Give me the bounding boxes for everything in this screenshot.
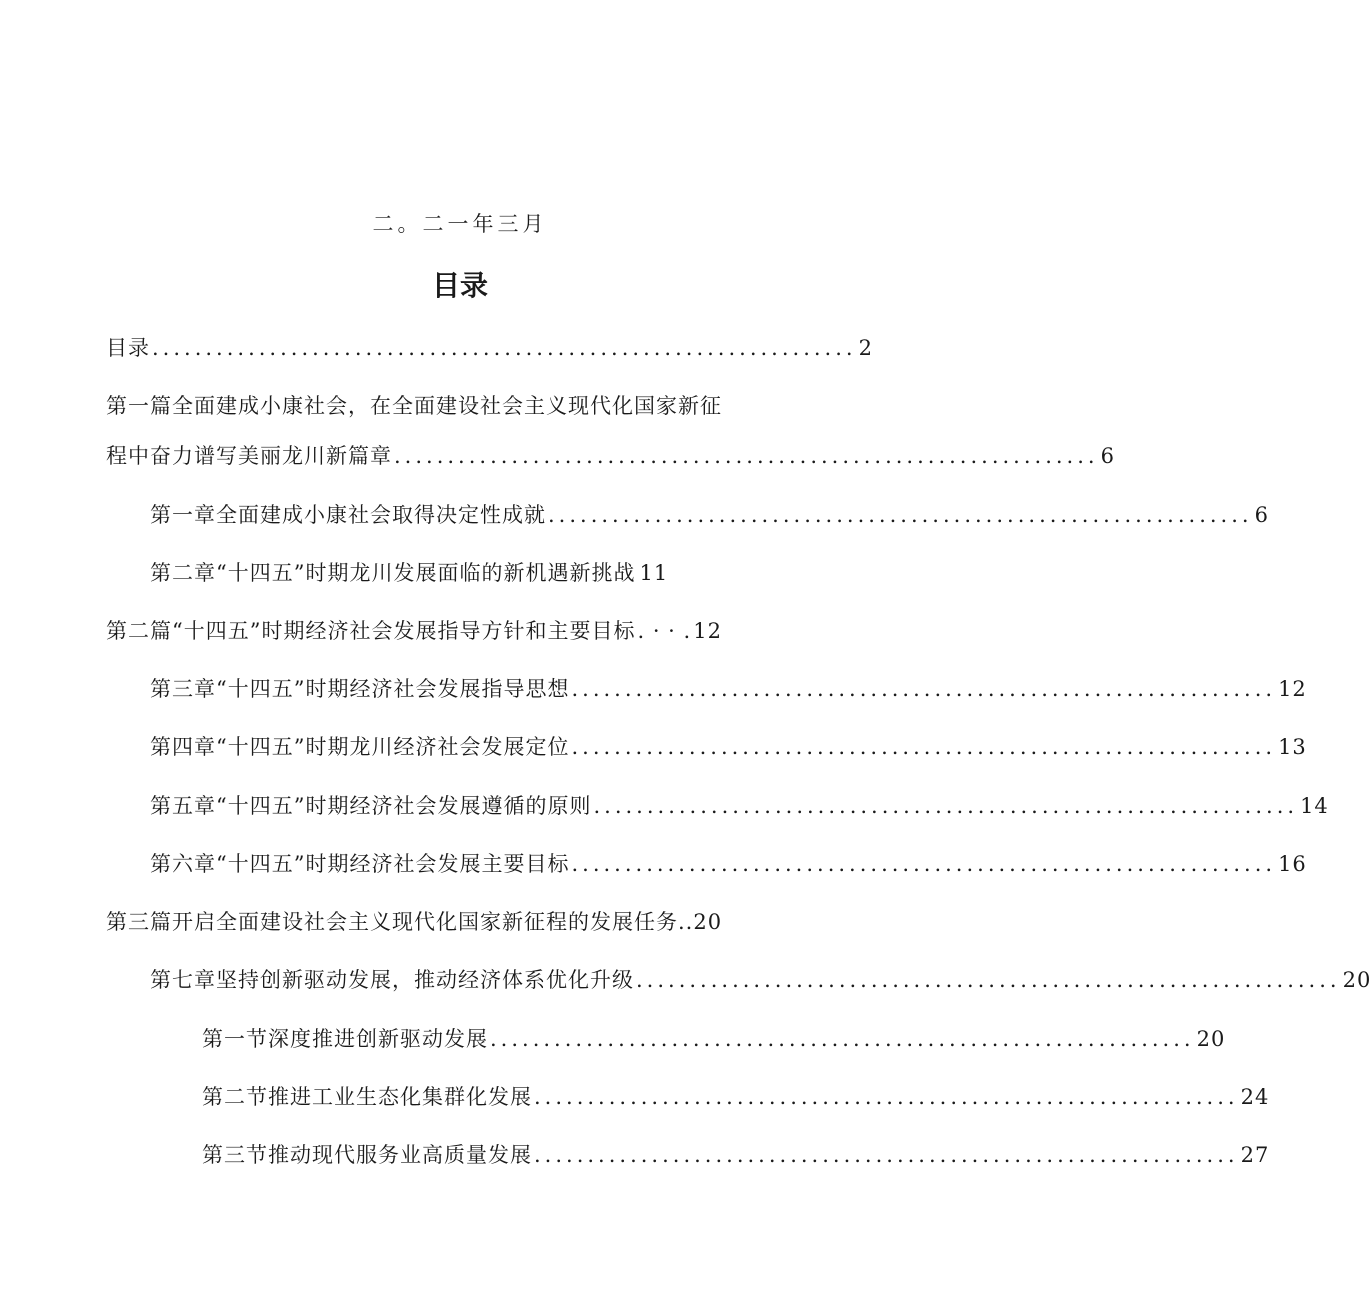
toc-page-number: 24: [1240, 1085, 1270, 1109]
toc-entry-title: 第二篇“十四五”时期经济社会发展指导方针和主要目标: [106, 619, 636, 643]
toc-leader-dots: ..: [678, 910, 694, 934]
toc-entry-title: 第一章全面建成小康社会取得决定性成就: [150, 503, 546, 527]
toc-entry-part1-line1[interactable]: 第一篇全面建成小康社会，在全面建设社会主义现代化国家新征: [106, 394, 722, 418]
toc-entry-title: 第四章“十四五”时期龙川经济社会发展定位: [150, 735, 570, 759]
toc-leader-dots: ..................................................................: [152, 336, 857, 360]
toc-leader-dots: ..................................................................: [571, 735, 1277, 759]
toc-entry-title: 第三篇开启全面建设社会主义现代化国家新征程的发展任务: [106, 910, 678, 934]
toc-entry-title: 第三节推动现代服务业高质量发展: [202, 1143, 532, 1167]
toc-page-number: 12: [1278, 677, 1307, 701]
toc-page-number: 14: [1300, 794, 1329, 818]
toc-heading: 目录: [431, 269, 488, 302]
toc-page-number: 2: [858, 336, 873, 360]
toc-page-number: 11: [639, 561, 669, 585]
document-date: 二。二一年三月: [372, 212, 548, 236]
toc-page-number: 20: [1342, 968, 1371, 992]
toc-entry-title: 第五章“十四五”时期经济社会发展遵循的原则: [150, 794, 592, 818]
toc-leader-dots: ..................................................................: [490, 1027, 1195, 1051]
toc-entry-title: 第二节推进工业生态化集群化发展: [202, 1085, 532, 1109]
toc-entry-title: 第七章坚持创新驱动发展，推动经济体系优化升级: [150, 968, 634, 992]
toc-leader-dots: ..................................................................: [571, 852, 1277, 876]
toc-entry-chapter7[interactable]: [150, 965, 1371, 995]
toc-page-number: 20: [1196, 1027, 1226, 1051]
toc-leader-dots: ..................................................................: [571, 677, 1277, 701]
toc-entry-title: 第三章“十四五”时期经济社会发展指导思想: [150, 677, 570, 701]
toc-entry-section3[interactable]: [202, 1140, 1270, 1170]
toc-page-number: 6: [1254, 503, 1269, 527]
toc-entry-part3[interactable]: [106, 907, 722, 937]
toc-entry-part2[interactable]: [106, 616, 722, 646]
toc-entry-chapter6[interactable]: [150, 849, 1307, 879]
toc-entry-title: 程中奋力谱写美丽龙川新篇章: [106, 444, 392, 468]
toc-entry-title: 第六章“十四五”时期经济社会发展主要目标: [150, 852, 570, 876]
toc-entry-section2[interactable]: [202, 1082, 1270, 1112]
toc-leader-dots: ..................................................................: [593, 794, 1299, 818]
toc-entry-title: 第二章“十四五”时期龙川发展面临的新机遇新挑战: [150, 561, 636, 585]
toc-entry-chapter4[interactable]: [150, 732, 1307, 762]
toc-leader-dots: ..................................................................: [534, 1085, 1239, 1109]
toc-entry-chapter5[interactable]: [150, 791, 1329, 821]
toc-entry-chapter1[interactable]: [150, 500, 1269, 530]
toc-entry-section1[interactable]: [202, 1024, 1226, 1054]
toc-leader-dots: ..................................................................: [394, 444, 1099, 468]
toc-leader-dots: . · · .: [637, 619, 692, 643]
toc-page-number: 16: [1278, 852, 1307, 876]
toc-page-number: 6: [1100, 444, 1115, 468]
toc-page-number: 12: [693, 619, 722, 643]
toc-entry-part1[interactable]: [106, 441, 1115, 471]
toc-entry-chapter3[interactable]: [150, 674, 1307, 704]
toc-entry-title: 第一节深度推进创新驱动发展: [202, 1027, 488, 1051]
toc-leader-dots: ..................................................................: [548, 503, 1253, 527]
toc-entry-contents[interactable]: [106, 333, 873, 363]
toc-page-number: 27: [1240, 1143, 1270, 1167]
toc-page-number: 20: [693, 910, 723, 934]
toc-entry-chapter2[interactable]: [150, 558, 668, 588]
toc-page-number: 13: [1278, 735, 1307, 759]
toc-leader-dots: ..................................................................: [636, 968, 1341, 992]
toc-entry-title: 目录: [106, 336, 150, 360]
toc-leader-dots: ..................................................................: [534, 1143, 1239, 1167]
